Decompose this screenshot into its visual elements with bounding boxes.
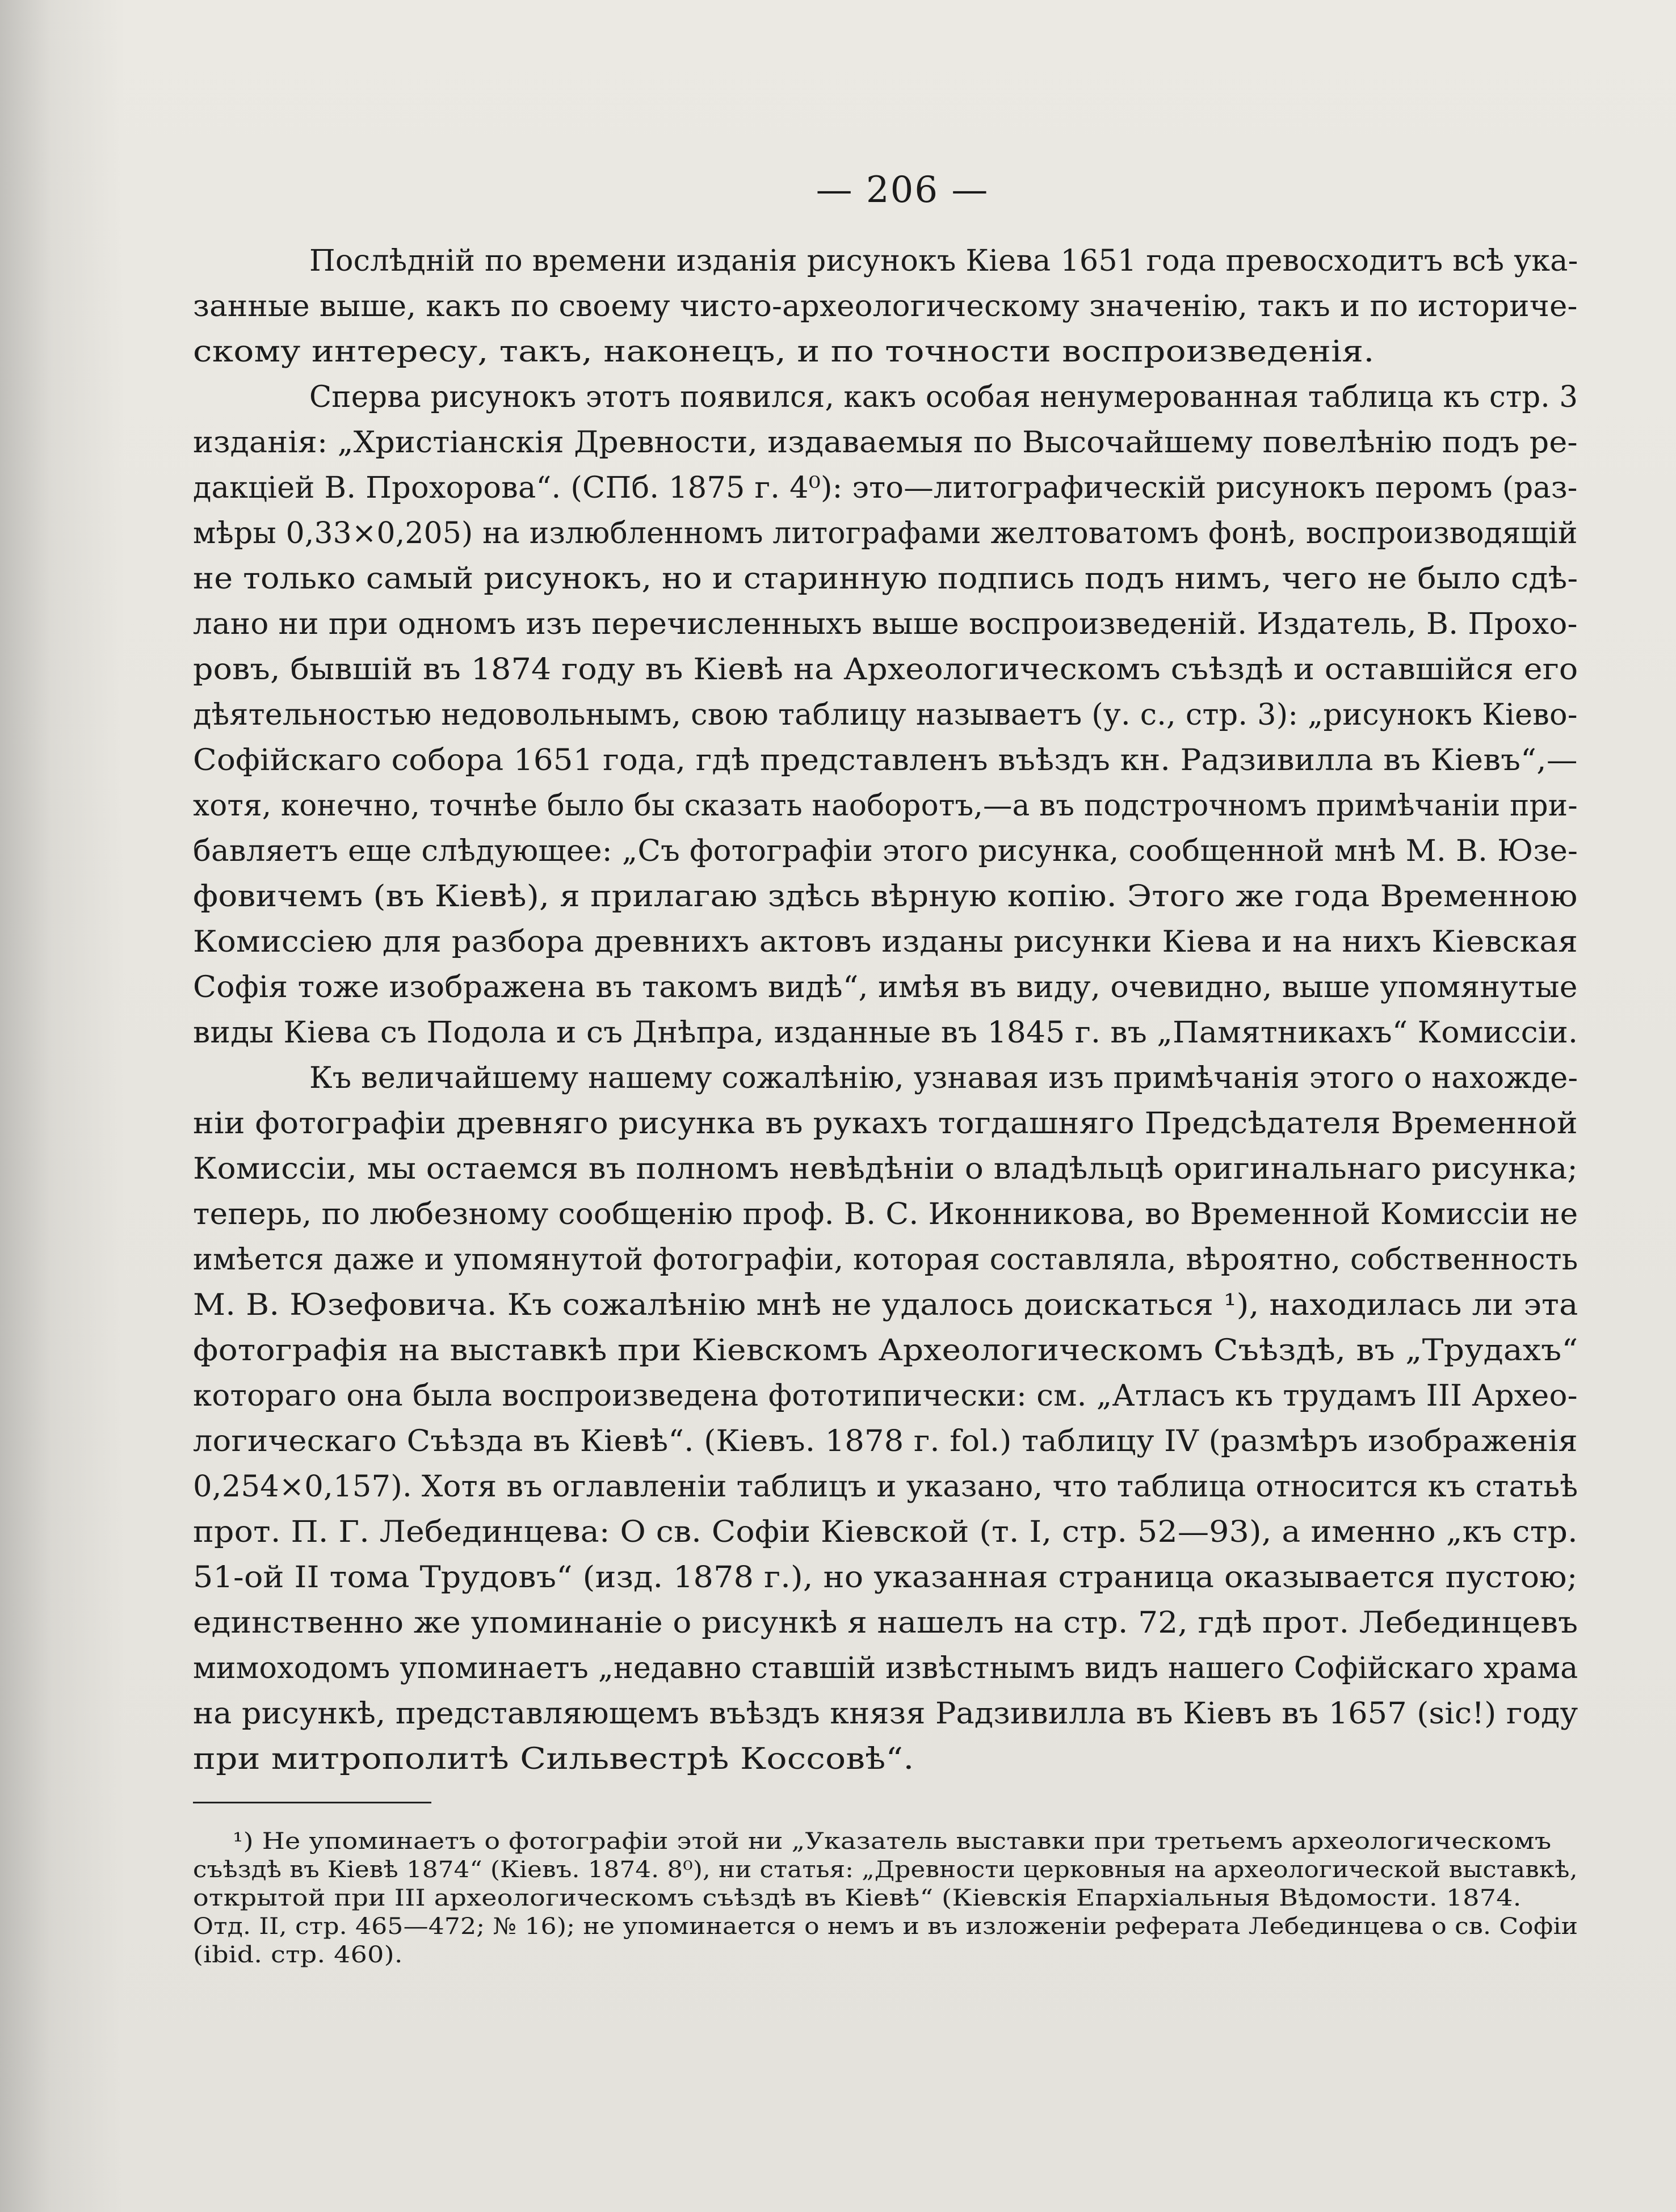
body-line: мимоходомъ упоминаетъ „недавно ставшій извѣстнымъ видъ нашего Софійскаго храма [193,1651,1578,1685]
body-line: на рисункѣ, представляющемъ въѣздъ князя Радзивилла въ Кіевъ въ 1657 (sic!) году [193,1697,1578,1731]
body-line: ніи фотографіи древняго рисунка въ рукахъ тогдашняго Предсѣдателя Временной [193,1107,1578,1141]
body-line: теперь, по любезному сообщенію проф. В. С. Иконникова, во Временной Комиссіи не [193,1197,1578,1231]
body-line: Комиссіи, мы остаемся въ полномъ невѣдѣніи о владѣльцѣ оригинальнаго рисунка; [193,1152,1578,1186]
body-line: ровъ, бывшій въ 1874 году въ Кіевѣ на Археологическомъ съѣздѣ и оставшійся его [193,653,1578,687]
body-line: не только самый рисунокъ, но и старинную подпись подъ нимъ, чего не было сдѣ- [193,562,1578,596]
body-line: дакціей В. Прохорова“. (СПб. 1875 г. 4⁰): это—литографическій рисунокъ перомъ (раз- [193,471,1578,505]
body-line: имѣется даже и упомянутой фотографіи, которая составляла, вѣроятно, собственность [193,1243,1578,1277]
body-line: прот. П. Г. Лебединцева: О св. Софіи Кіевской (т. I, стр. 52—93), а именно „къ стр. [193,1515,1578,1549]
body-line: изданія: „Христіанскія Древности, издаваемыя по Высочайшему повелѣнію подъ ре- [193,426,1578,460]
body-line: 0,254×0,157). Хотя въ оглавленіи таблицъ и указано, что таблица относится къ статьѣ [193,1470,1578,1504]
footnote-line: открытой при III археологическомъ съѣздѣ въ Кіевѣ“ (Кіевскія Епархіальныя Вѣдомости. 1874. [193,1885,1522,1911]
body-line: при митрополитѣ Сильвестрѣ Коссовѣ“. [193,1742,914,1776]
body-line: Послѣдній по времени изданія рисунокъ Кіева 1651 года превосходитъ всѣ ука- [309,244,1578,278]
footnote-line: съѣздѣ въ Кіевѣ 1874“ (Кіевъ. 1874. 8⁰), ни статья: „Древности церковныя на археологической выставкѣ, [193,1857,1578,1883]
body-line: скому интересу, такъ, наконецъ, и по точности воспроизведенія. [193,335,1375,369]
footnote-line: ¹) Не упоминаетъ о фотографіи этой ни „Указатель выставки при третьемъ археологическомъ [233,1828,1552,1854]
body-line: бавляетъ еще слѣдующее: „Съ фотографіи этого рисунка, сообщенной мнѣ М. В. Юзе- [193,834,1578,868]
body-line: М. В. Юзефовича. Къ сожалѣнію мнѣ не удалось доискаться ¹), находилась ли эта [193,1288,1578,1322]
footnote-rule [193,1802,431,1803]
page-number: — 206 — [816,169,989,211]
body-line: фотографія на выставкѣ при Кіевскомъ Археологическомъ Съѣздѣ, въ „Трудахъ“ [193,1334,1578,1368]
body-line: 51-ой II тома Трудовъ“ (изд. 1878 г.), но указанная страница оказывается пустою; [193,1561,1578,1595]
footnote-line: (ibid. стр. 460). [193,1942,403,1968]
body-line: мѣры 0,33×0,205) на излюбленномъ литографами желтоватомъ фонѣ, воспроизводящій [193,516,1578,550]
body-line: хотя, конечно, точнѣе было бы сказать наоборотъ,—а въ подстрочномъ примѣчаніи при- [193,789,1578,823]
body-line: лано ни при одномъ изъ перечисленныхъ выше воспроизведеній. Издатель, В. Прохо- [193,607,1578,641]
body-line: дѣятельностью недовольнымъ, свою таблицу называетъ (у. с., стр. 3): „рисунокъ Кіево- [193,698,1578,732]
body-line: единственно же упоминаніе о рисункѣ я нашелъ на стр. 72, гдѣ прот. Лебединцевъ [193,1606,1578,1640]
body-line: котораго она была воспроизведена фототипически: см. „Атласъ къ трудамъ III Архео- [193,1379,1578,1413]
body-line: Сперва рисунокъ этотъ появился, какъ особая ненумерованная таблица къ стр. 3 [309,380,1578,414]
body-line: Софія тоже изображена въ такомъ видѣ“, имѣя въ виду, очевидно, выше упомянутые [193,970,1578,1004]
body-line: занные выше, какъ по своему чисто-археологическому значенію, такъ и по историче- [193,289,1578,323]
body-line: Комиссіею для разбора древнихъ актовъ изданы рисунки Кіева и на нихъ Кіевская [193,925,1578,959]
body-line: Софійскаго собора 1651 года, гдѣ представленъ въѣздъ кн. Радзивилла въ Кіевъ“,— [193,743,1578,777]
body-line: виды Кіева съ Подола и съ Днѣпра, изданные въ 1845 г. въ „Памятникахъ“ Комиссіи. [193,1016,1578,1050]
body-line: логическаго Съѣзда въ Кіевѣ“. (Кіевъ. 1878 г. fol.) таблицу IV (размѣръ изображенія [193,1424,1578,1458]
body-line: Къ величайшему нашему сожалѣнію, узнавая изъ примѣчанія этого о нахожде- [309,1061,1578,1095]
footnote-line: Отд. II, стр. 465—472; № 16); не упоминается о немъ и въ изложеніи реферата Лебединцева о св. Софіи [193,1914,1578,1940]
body-line: фовичемъ (въ Кіевѣ), я прилагаю здѣсь вѣрную копію. Этого же года Временною [193,880,1578,914]
